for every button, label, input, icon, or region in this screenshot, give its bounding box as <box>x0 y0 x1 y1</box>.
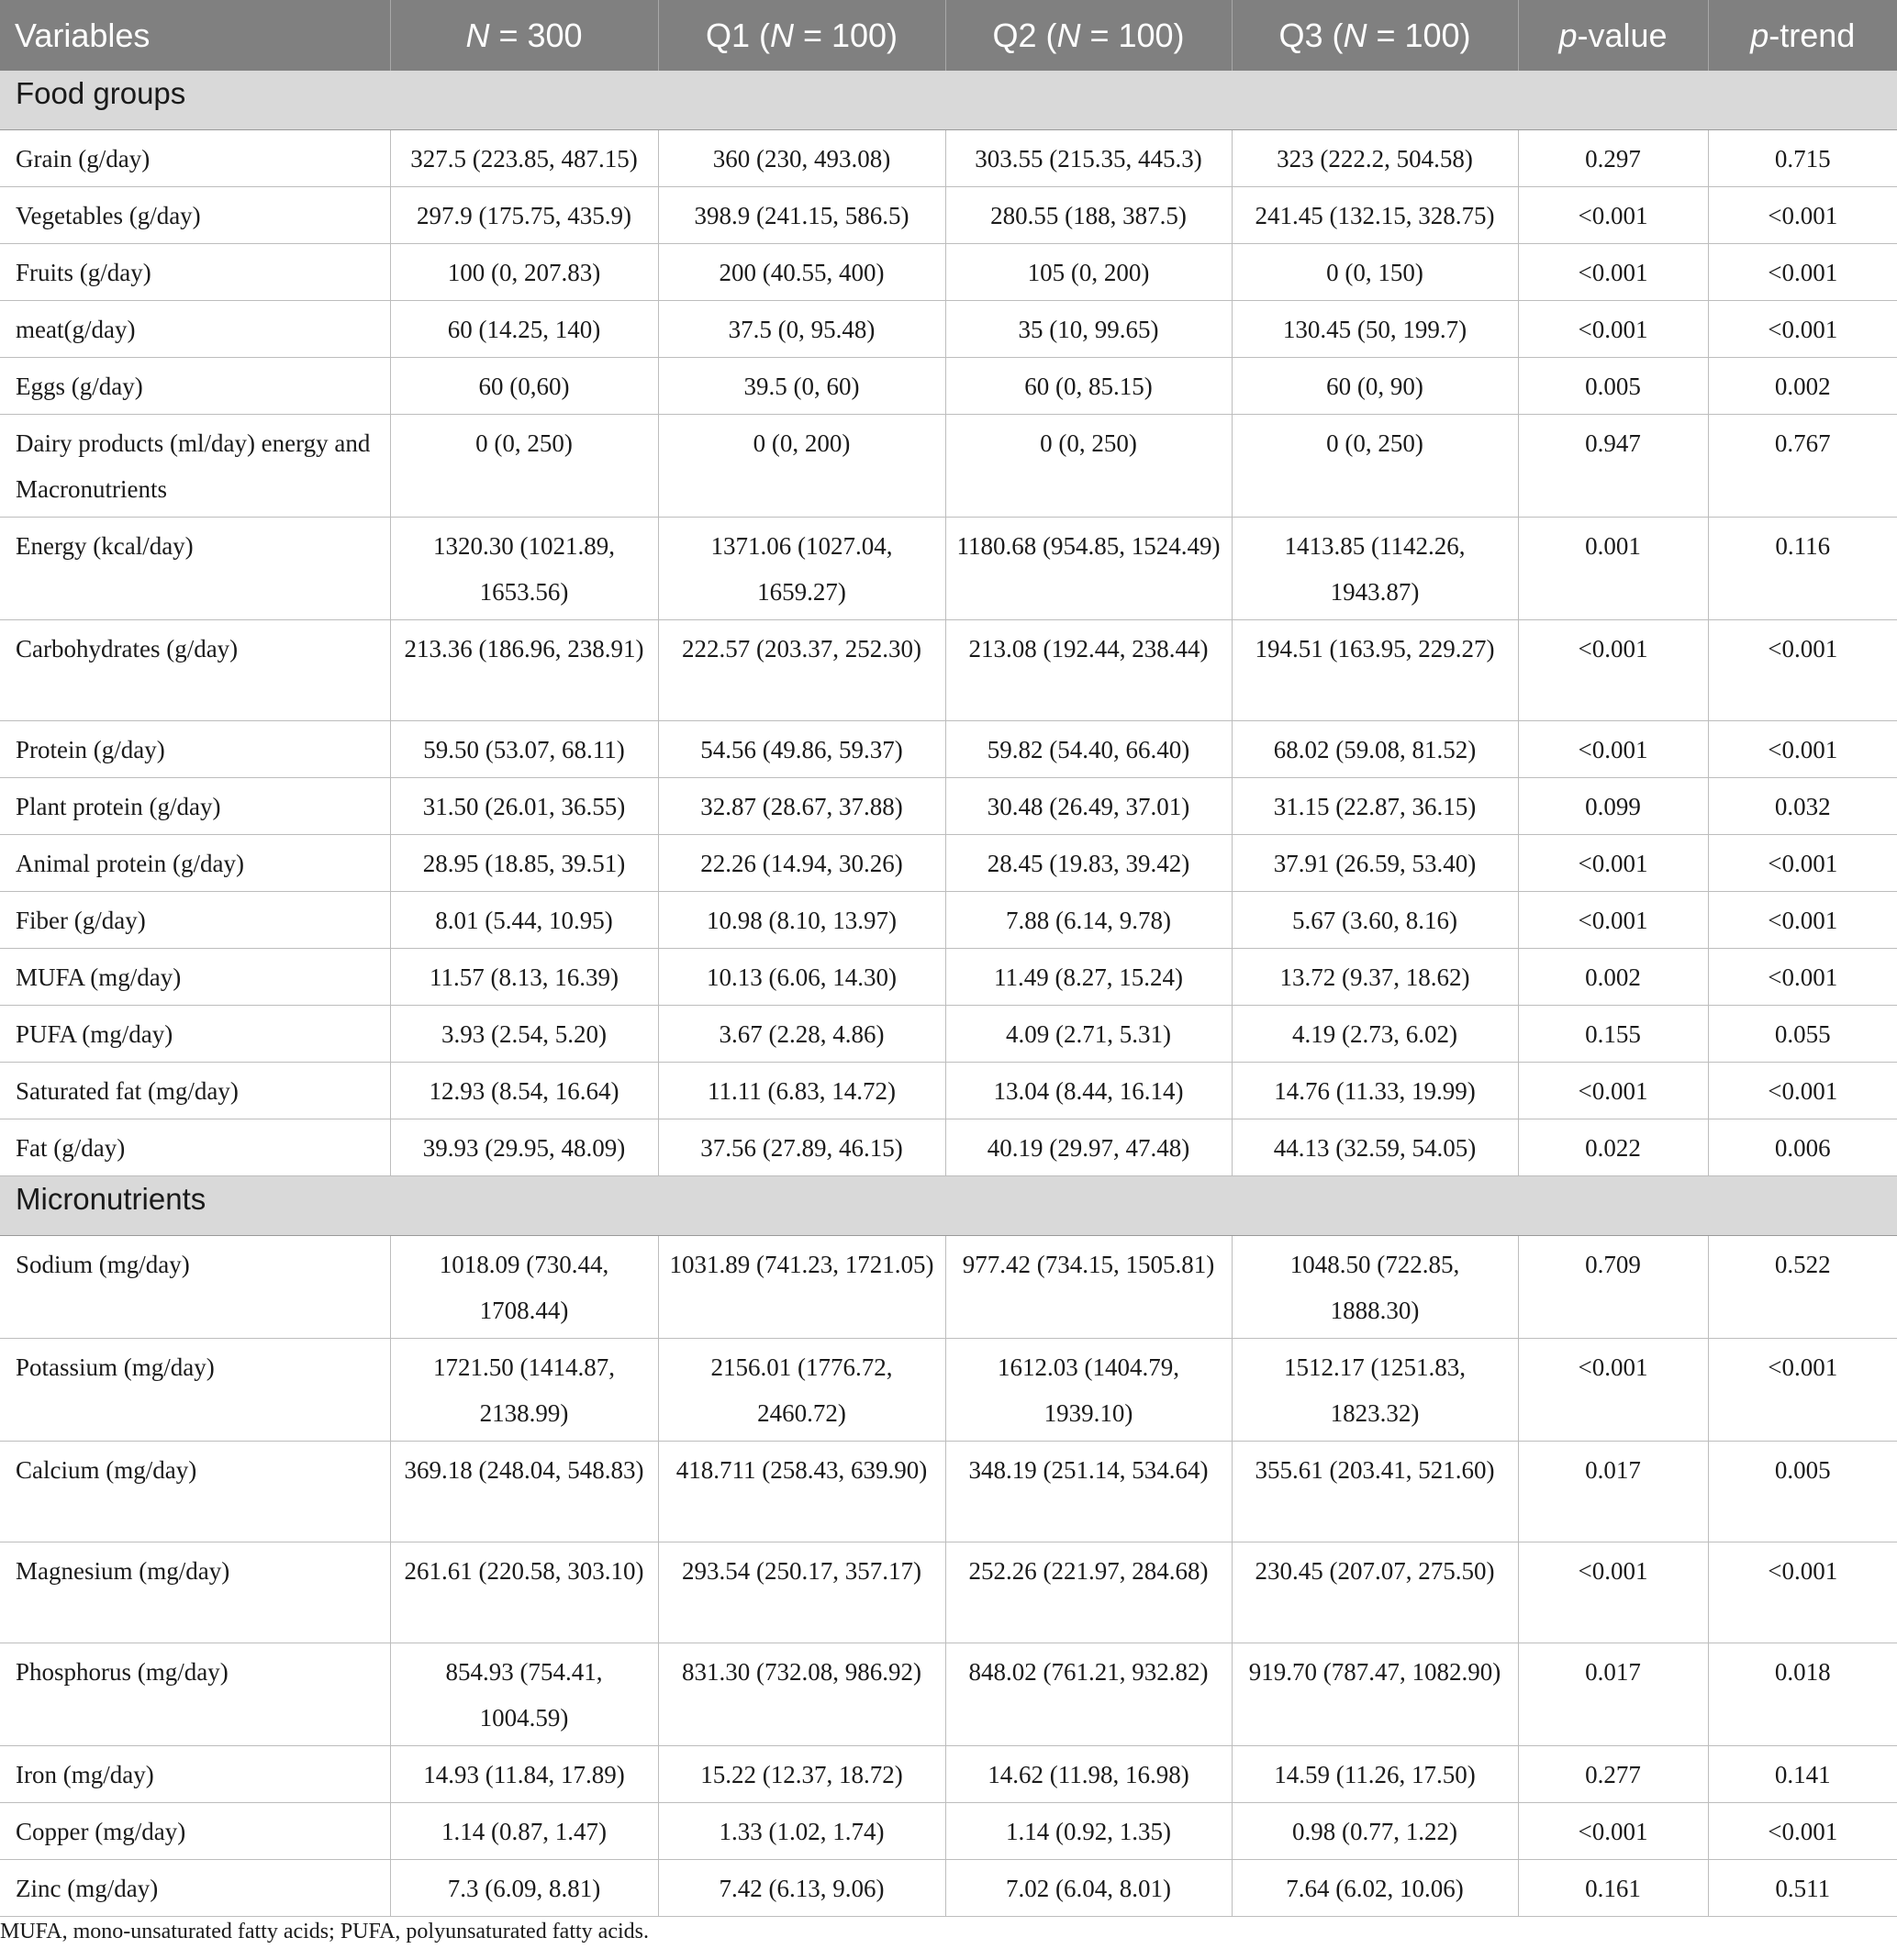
value-cell: 0.017 <box>1518 1643 1708 1746</box>
value-cell: 213.36 (186.96, 238.91) <box>390 620 658 721</box>
value-cell: 854.93 (754.41, 1004.59) <box>390 1643 658 1746</box>
value-cell: 0.022 <box>1518 1119 1708 1176</box>
value-cell: 13.04 (8.44, 16.14) <box>945 1063 1232 1119</box>
value-cell: 252.26 (221.97, 284.68) <box>945 1542 1232 1643</box>
value-cell: 54.56 (49.86, 59.37) <box>658 721 945 778</box>
variable-name-cell: Grain (g/day) <box>0 130 390 187</box>
value-cell: 0.002 <box>1518 949 1708 1006</box>
table-row <box>0 358 1897 415</box>
table-row <box>0 778 1897 835</box>
value-cell: <0.001 <box>1708 1542 1897 1643</box>
value-cell: 13.72 (9.37, 18.62) <box>1232 949 1518 1006</box>
value-cell: 261.61 (220.58, 303.10) <box>390 1542 658 1643</box>
value-cell: 0.055 <box>1708 1006 1897 1063</box>
value-cell: 348.19 (251.14, 534.64) <box>945 1442 1232 1542</box>
table-row <box>0 1119 1897 1176</box>
value-cell: 68.02 (59.08, 81.52) <box>1232 721 1518 778</box>
value-cell: <0.001 <box>1518 1063 1708 1119</box>
variable-name-cell: Phosphorus (mg/day) <box>0 1643 390 1746</box>
column-header-4 <box>1232 0 1518 71</box>
value-cell: 28.95 (18.85, 39.51) <box>390 835 658 892</box>
variable-name-cell: PUFA (mg/day) <box>0 1006 390 1063</box>
table-row <box>0 620 1897 721</box>
value-cell: 323 (222.2, 504.58) <box>1232 130 1518 187</box>
value-cell: 213.08 (192.44, 238.44) <box>945 620 1232 721</box>
table-row <box>0 1006 1897 1063</box>
value-cell: 60 (0,60) <box>390 358 658 415</box>
table-row <box>0 1542 1897 1643</box>
value-cell: 369.18 (248.04, 548.83) <box>390 1442 658 1542</box>
value-cell: 35 (10, 99.65) <box>945 301 1232 358</box>
value-cell: <0.001 <box>1708 721 1897 778</box>
variable-name-cell: MUFA (mg/day) <box>0 949 390 1006</box>
variable-name-cell: Iron (mg/day) <box>0 1746 390 1803</box>
table-row <box>0 415 1897 518</box>
section-header-row <box>0 71 1897 130</box>
value-cell: 14.93 (11.84, 17.89) <box>390 1746 658 1803</box>
value-cell: 0.297 <box>1518 130 1708 187</box>
value-cell: 0 (0, 200) <box>658 415 945 518</box>
table-row <box>0 1063 1897 1119</box>
header-text-suffix: = 100) <box>1367 16 1471 54</box>
value-cell: 222.57 (203.37, 252.30) <box>658 620 945 721</box>
variable-name-cell: Copper (mg/day) <box>0 1803 390 1860</box>
value-cell: 15.22 (12.37, 18.72) <box>658 1746 945 1803</box>
variable-name-cell: Energy (kcal/day) <box>0 518 390 620</box>
value-cell: 37.5 (0, 95.48) <box>658 301 945 358</box>
value-cell: <0.001 <box>1708 620 1897 721</box>
value-cell: 0.511 <box>1708 1860 1897 1917</box>
column-header-6 <box>1708 0 1897 71</box>
value-cell: 1048.50 (722.85, 1888.30) <box>1232 1236 1518 1339</box>
value-cell: 0.277 <box>1518 1746 1708 1803</box>
value-cell: 44.13 (32.59, 54.05) <box>1232 1119 1518 1176</box>
value-cell: 60 (14.25, 140) <box>390 301 658 358</box>
value-cell: 0.947 <box>1518 415 1708 518</box>
table-row <box>0 518 1897 620</box>
variable-name-cell: Carbohydrates (g/day) <box>0 620 390 721</box>
value-cell: 8.01 (5.44, 10.95) <box>390 892 658 949</box>
value-cell: 360 (230, 493.08) <box>658 130 945 187</box>
variable-name-cell: Animal protein (g/day) <box>0 835 390 892</box>
variable-name-cell: Vegetables (g/day) <box>0 187 390 244</box>
value-cell: 0.032 <box>1708 778 1897 835</box>
header-text-suffix: = 100) <box>1080 16 1185 54</box>
variable-name-cell: Saturated fat (mg/day) <box>0 1063 390 1119</box>
value-cell: <0.001 <box>1518 1542 1708 1643</box>
value-cell: 0.017 <box>1518 1442 1708 1542</box>
value-cell: 0.006 <box>1708 1119 1897 1176</box>
value-cell: 1031.89 (741.23, 1721.05) <box>658 1236 945 1339</box>
value-cell: 14.76 (11.33, 19.99) <box>1232 1063 1518 1119</box>
value-cell: 0 (0, 250) <box>945 415 1232 518</box>
variable-name-cell: Fiber (g/day) <box>0 892 390 949</box>
value-cell: 831.30 (732.08, 986.92) <box>658 1643 945 1746</box>
value-cell: 0.099 <box>1518 778 1708 835</box>
value-cell: 0.709 <box>1518 1236 1708 1339</box>
value-cell: 0.116 <box>1708 518 1897 620</box>
value-cell: 0.715 <box>1708 130 1897 187</box>
value-cell: 0.001 <box>1518 518 1708 620</box>
variable-name-cell: Eggs (g/day) <box>0 358 390 415</box>
value-cell: 31.15 (22.87, 36.15) <box>1232 778 1518 835</box>
value-cell: 297.9 (175.75, 435.9) <box>390 187 658 244</box>
value-cell: 7.02 (6.04, 8.01) <box>945 1860 1232 1917</box>
value-cell: 30.48 (26.49, 37.01) <box>945 778 1232 835</box>
value-cell: 1.33 (1.02, 1.74) <box>658 1803 945 1860</box>
section-title: Micronutrients <box>0 1176 1897 1236</box>
table-row <box>0 1860 1897 1917</box>
header-italic-symbol: N <box>1343 16 1367 54</box>
value-cell: 194.51 (163.95, 229.27) <box>1232 620 1518 721</box>
value-cell: 3.93 (2.54, 5.20) <box>390 1006 658 1063</box>
value-cell: 355.61 (203.41, 521.60) <box>1232 1442 1518 1542</box>
header-italic-symbol: N <box>465 16 490 54</box>
value-cell: 11.57 (8.13, 16.39) <box>390 949 658 1006</box>
value-cell: 0.018 <box>1708 1643 1897 1746</box>
value-cell: 11.11 (6.83, 14.72) <box>658 1063 945 1119</box>
value-cell: 398.9 (241.15, 586.5) <box>658 187 945 244</box>
value-cell: 919.70 (787.47, 1082.90) <box>1232 1643 1518 1746</box>
variable-name-cell: Protein (g/day) <box>0 721 390 778</box>
value-cell: 1413.85 (1142.26, 1943.87) <box>1232 518 1518 620</box>
value-cell: 0.161 <box>1518 1860 1708 1917</box>
value-cell: 5.67 (3.60, 8.16) <box>1232 892 1518 949</box>
header-italic-symbol: N <box>769 16 794 54</box>
value-cell: 303.55 (215.35, 445.3) <box>945 130 1232 187</box>
value-cell: 1371.06 (1027.04, 1659.27) <box>658 518 945 620</box>
header-italic-symbol: N <box>1056 16 1081 54</box>
value-cell: 1.14 (0.87, 1.47) <box>390 1803 658 1860</box>
value-cell: 0.155 <box>1518 1006 1708 1063</box>
value-cell: <0.001 <box>1518 301 1708 358</box>
column-header-2 <box>658 0 945 71</box>
value-cell: 7.88 (6.14, 9.78) <box>945 892 1232 949</box>
table-row <box>0 1442 1897 1542</box>
value-cell: 0.98 (0.77, 1.22) <box>1232 1803 1518 1860</box>
value-cell: 0.141 <box>1708 1746 1897 1803</box>
header-text-suffix: = 100) <box>793 16 898 54</box>
value-cell: <0.001 <box>1708 835 1897 892</box>
variable-name-cell: meat(g/day) <box>0 301 390 358</box>
value-cell: 0.005 <box>1518 358 1708 415</box>
variable-name-cell: Fat (g/day) <box>0 1119 390 1176</box>
value-cell: 0 (0, 250) <box>390 415 658 518</box>
variable-name-cell: Calcium (mg/day) <box>0 1442 390 1542</box>
value-cell: 28.45 (19.83, 39.42) <box>945 835 1232 892</box>
header-text: Q3 ( <box>1278 16 1344 54</box>
value-cell: 848.02 (761.21, 932.82) <box>945 1643 1232 1746</box>
variable-name-cell: Magnesium (mg/day) <box>0 1542 390 1643</box>
variable-name-cell: Fruits (g/day) <box>0 244 390 301</box>
value-cell: 59.82 (54.40, 66.40) <box>945 721 1232 778</box>
value-cell: 39.93 (29.95, 48.09) <box>390 1119 658 1176</box>
column-header-5 <box>1518 0 1708 71</box>
table-row <box>0 835 1897 892</box>
section-header-row <box>0 1176 1897 1236</box>
value-cell: 241.45 (132.15, 328.75) <box>1232 187 1518 244</box>
value-cell: 10.13 (6.06, 14.30) <box>658 949 945 1006</box>
variable-name-cell: Plant protein (g/day) <box>0 778 390 835</box>
value-cell: <0.001 <box>1518 721 1708 778</box>
header-text-suffix: -value <box>1577 16 1668 54</box>
value-cell: 0 (0, 150) <box>1232 244 1518 301</box>
value-cell: <0.001 <box>1708 949 1897 1006</box>
header-italic-symbol: p <box>1750 16 1769 54</box>
table-row <box>0 1803 1897 1860</box>
value-cell: 3.67 (2.28, 4.86) <box>658 1006 945 1063</box>
variable-name-cell: Dairy products (ml/day) energy and Macronutrients <box>0 415 390 518</box>
variable-name-cell: Sodium (mg/day) <box>0 1236 390 1339</box>
table-row <box>0 1643 1897 1746</box>
value-cell: 2156.01 (1776.72, 2460.72) <box>658 1339 945 1442</box>
value-cell: 0.522 <box>1708 1236 1897 1339</box>
value-cell: 32.87 (28.67, 37.88) <box>658 778 945 835</box>
column-header-3 <box>945 0 1232 71</box>
value-cell: 293.54 (250.17, 357.17) <box>658 1542 945 1643</box>
value-cell: 10.98 (8.10, 13.97) <box>658 892 945 949</box>
value-cell: <0.001 <box>1518 620 1708 721</box>
table-row <box>0 721 1897 778</box>
variable-name-cell: Potassium (mg/day) <box>0 1339 390 1442</box>
value-cell: 200 (40.55, 400) <box>658 244 945 301</box>
value-cell: 0.002 <box>1708 358 1897 415</box>
value-cell: <0.001 <box>1518 1339 1708 1442</box>
value-cell: 0 (0, 250) <box>1232 415 1518 518</box>
value-cell: 977.42 (734.15, 1505.81) <box>945 1236 1232 1339</box>
table-row <box>0 892 1897 949</box>
value-cell: 1721.50 (1414.87, 2138.99) <box>390 1339 658 1442</box>
value-cell: 280.55 (188, 387.5) <box>945 187 1232 244</box>
value-cell: <0.001 <box>1708 1339 1897 1442</box>
table-row <box>0 244 1897 301</box>
header-text-suffix: -trend <box>1769 16 1856 54</box>
value-cell: 60 (0, 85.15) <box>945 358 1232 415</box>
value-cell: <0.001 <box>1708 1063 1897 1119</box>
table-row <box>0 130 1897 187</box>
value-cell: <0.001 <box>1708 1803 1897 1860</box>
table-row <box>0 1746 1897 1803</box>
value-cell: 7.64 (6.02, 10.06) <box>1232 1860 1518 1917</box>
value-cell: 1320.30 (1021.89, 1653.56) <box>390 518 658 620</box>
value-cell: 39.5 (0, 60) <box>658 358 945 415</box>
value-cell: <0.001 <box>1518 187 1708 244</box>
value-cell: 1180.68 (954.85, 1524.49) <box>945 518 1232 620</box>
value-cell: 37.91 (26.59, 53.40) <box>1232 835 1518 892</box>
header-text: Q1 ( <box>705 16 770 54</box>
header-text-suffix: = 300 <box>489 16 583 54</box>
value-cell: <0.001 <box>1708 301 1897 358</box>
value-cell: 230.45 (207.07, 275.50) <box>1232 1542 1518 1643</box>
value-cell: 1.14 (0.92, 1.35) <box>945 1803 1232 1860</box>
value-cell: 130.45 (50, 199.7) <box>1232 301 1518 358</box>
value-cell: 0.767 <box>1708 415 1897 518</box>
column-header-0 <box>0 0 390 71</box>
value-cell: 418.711 (258.43, 639.90) <box>658 1442 945 1542</box>
table-footnote: MUFA, mono-unsaturated fatty acids; PUFA, polyunsaturated fatty acids. <box>0 1920 649 1943</box>
header-text: Variables <box>15 16 151 54</box>
value-cell: 40.19 (29.97, 47.48) <box>945 1119 1232 1176</box>
value-cell: 37.56 (27.89, 46.15) <box>658 1119 945 1176</box>
section-title: Food groups <box>0 71 1897 130</box>
value-cell: 105 (0, 200) <box>945 244 1232 301</box>
value-cell: 4.19 (2.73, 6.02) <box>1232 1006 1518 1063</box>
value-cell: <0.001 <box>1518 835 1708 892</box>
value-cell: 1018.09 (730.44, 1708.44) <box>390 1236 658 1339</box>
header-italic-symbol: p <box>1558 16 1578 54</box>
value-cell: 12.93 (8.54, 16.64) <box>390 1063 658 1119</box>
value-cell: <0.001 <box>1518 1803 1708 1860</box>
value-cell: 0.005 <box>1708 1442 1897 1542</box>
value-cell: <0.001 <box>1708 187 1897 244</box>
value-cell: 1612.03 (1404.79, 1939.10) <box>945 1339 1232 1442</box>
header-text: Q2 ( <box>992 16 1057 54</box>
value-cell: 22.26 (14.94, 30.26) <box>658 835 945 892</box>
value-cell: <0.001 <box>1708 244 1897 301</box>
value-cell: 14.62 (11.98, 16.98) <box>945 1746 1232 1803</box>
value-cell: 7.42 (6.13, 9.06) <box>658 1860 945 1917</box>
value-cell: 7.3 (6.09, 8.81) <box>390 1860 658 1917</box>
table-row <box>0 949 1897 1006</box>
column-header-1 <box>390 0 658 71</box>
value-cell: 31.50 (26.01, 36.55) <box>390 778 658 835</box>
table-row <box>0 1236 1897 1339</box>
table-row <box>0 187 1897 244</box>
value-cell: 100 (0, 207.83) <box>390 244 658 301</box>
value-cell: 327.5 (223.85, 487.15) <box>390 130 658 187</box>
table-header <box>0 0 1897 71</box>
variable-name-cell: Zinc (mg/day) <box>0 1860 390 1917</box>
value-cell: 60 (0, 90) <box>1232 358 1518 415</box>
value-cell: 1512.17 (1251.83, 1823.32) <box>1232 1339 1518 1442</box>
value-cell: 11.49 (8.27, 15.24) <box>945 949 1232 1006</box>
table-body <box>0 71 1897 1917</box>
value-cell: <0.001 <box>1518 892 1708 949</box>
value-cell: 14.59 (11.26, 17.50) <box>1232 1746 1518 1803</box>
value-cell: 59.50 (53.07, 68.11) <box>390 721 658 778</box>
value-cell: <0.001 <box>1708 892 1897 949</box>
table-row <box>0 1339 1897 1442</box>
value-cell: 4.09 (2.71, 5.31) <box>945 1006 1232 1063</box>
value-cell: <0.001 <box>1518 244 1708 301</box>
header-row <box>0 0 1897 71</box>
table-row <box>0 301 1897 358</box>
